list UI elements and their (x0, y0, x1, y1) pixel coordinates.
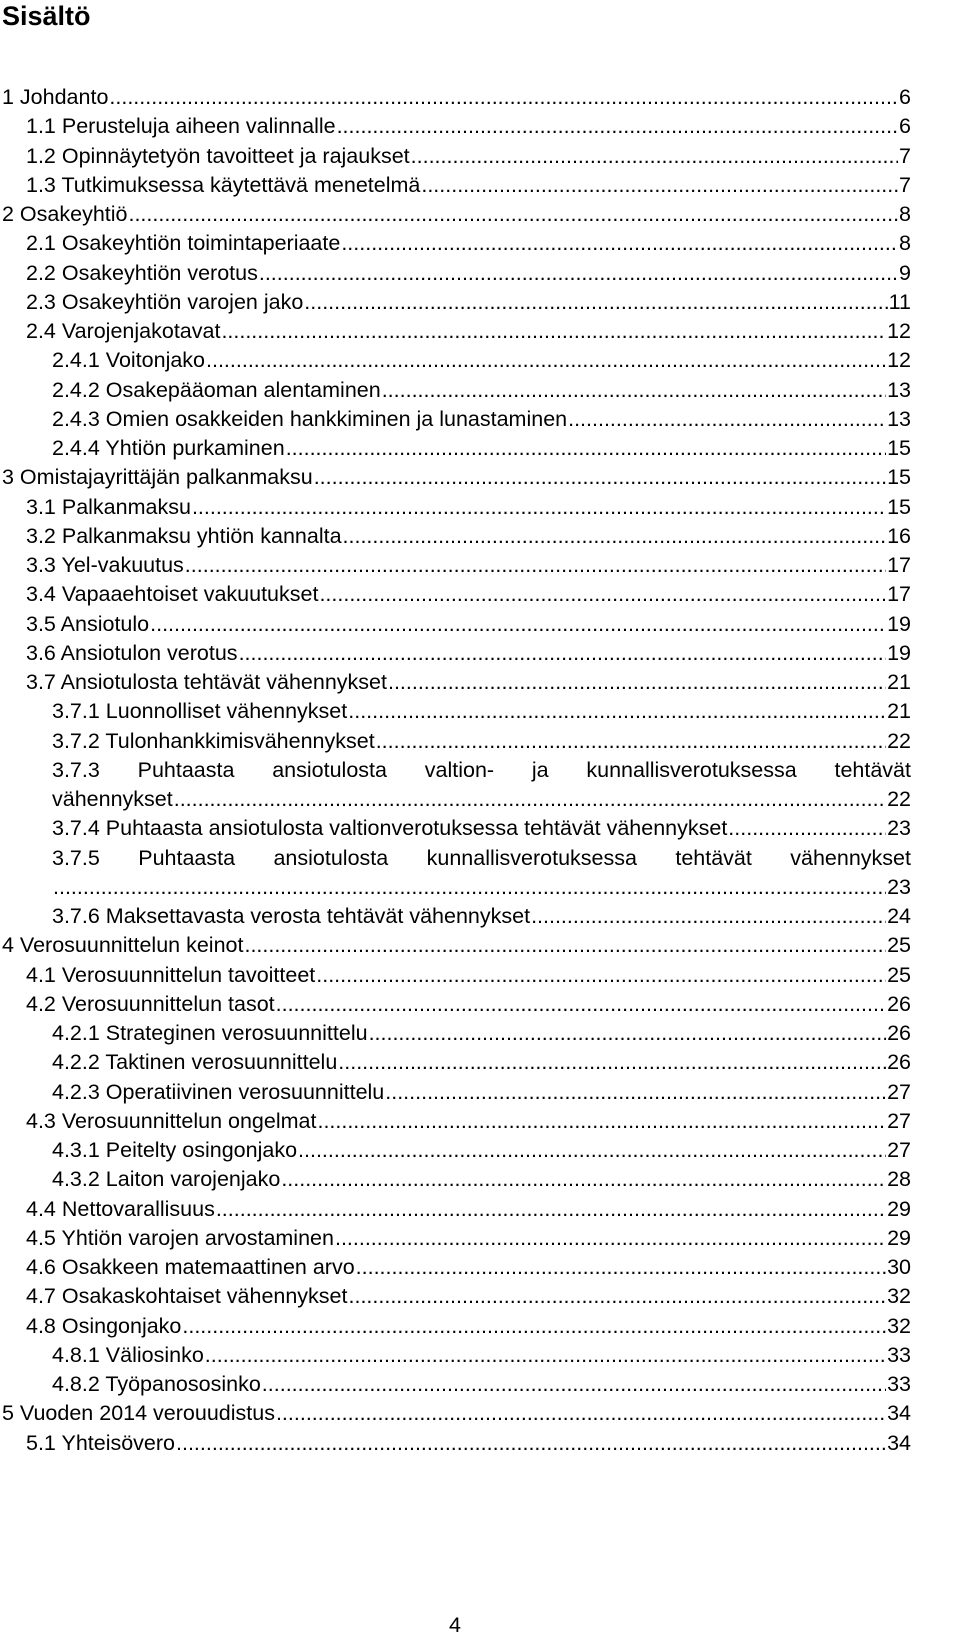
dot-leader (109, 83, 898, 112)
dot-leader (319, 580, 886, 609)
dot-leader (281, 1165, 886, 1194)
toc-entry[interactable] (2, 1253, 911, 1282)
toc-entry-label: 2.1 Osakeyhtiön toimintaperiaate (26, 231, 341, 256)
toc-entry-label: 4.3.2 Laiton varojenjako (52, 1167, 281, 1192)
dot-leader (388, 668, 886, 697)
toc-entry[interactable] (2, 873, 911, 902)
dot-leader (298, 1136, 886, 1165)
toc-entry-label: 3.7.2 Tulonhankkimisvähennykset (52, 728, 375, 753)
toc-entry[interactable] (2, 1399, 911, 1428)
toc-entry-label: 2.4.2 Osakepääoman alentaminen (52, 377, 381, 402)
toc-entry[interactable] (2, 1165, 911, 1194)
dot-leader (176, 1429, 886, 1458)
toc-entry[interactable] (2, 1282, 911, 1311)
toc-entry[interactable] (2, 785, 911, 814)
toc-entry[interactable] (2, 493, 911, 522)
toc-entry[interactable] (2, 727, 911, 756)
toc-entry-label: 4.6 Osakkeen matemaattinen arvo (26, 1255, 355, 1279)
toc-entry-label: 4.2.3 Operatiivinen verosuunnittelu (52, 1079, 385, 1104)
dot-leader (286, 434, 886, 463)
toc-entry[interactable] (2, 142, 911, 171)
dot-leader (150, 610, 886, 639)
dot-leader (182, 1312, 886, 1341)
toc-entry-label: 2.3 Osakeyhtiön varojen jako (26, 289, 304, 314)
toc-entry-label: 1.3 Tutkimuksessa käytettävä menetelmä (26, 172, 421, 197)
toc-entry-label: 3.7.5 Puhtaasta ansiotulosta kunnallisverotuksessa tehtävät vähennykset (52, 845, 911, 870)
toc-entry-page-number: 8 (899, 202, 911, 226)
dot-leader (192, 493, 886, 522)
dot-leader (239, 639, 887, 668)
toc-entry[interactable] (2, 668, 911, 697)
toc-entry-page-number: 23 (887, 874, 911, 899)
toc-entry-label: 5 Vuoden 2014 verouudistus (2, 1401, 275, 1426)
toc-entry[interactable] (2, 1429, 911, 1458)
table-of-contents (2, 83, 911, 1458)
toc-entry-page-number: 6 (899, 85, 911, 109)
dot-leader (259, 259, 898, 288)
toc-entry-page-number: 27 (887, 1079, 911, 1104)
toc-entry-label: 2.4.4 Yhtiön purkaminen (52, 436, 285, 460)
dot-leader (216, 1195, 886, 1224)
dot-leader (728, 814, 886, 843)
toc-entry-label: 3.4 Vapaaehtoiset vakuutukset (26, 582, 319, 607)
dot-leader (337, 112, 898, 141)
toc-entry-page-number: 30 (887, 1255, 911, 1279)
toc-entry-page-number: 8 (899, 231, 911, 256)
toc-entry-label: 3.3 Yel-vakuutus (26, 553, 184, 577)
toc-entry-page-number: 29 (887, 1225, 911, 1250)
dot-leader (335, 1224, 886, 1253)
toc-entry-label: 4.7 Osakaskohtaiset vähennykset (26, 1284, 348, 1309)
toc-entry[interactable] (2, 931, 911, 960)
toc-entry-page-number: 34 (887, 1401, 911, 1426)
toc-entry-page-number: 21 (887, 699, 911, 724)
dot-leader (568, 405, 886, 434)
toc-entry-page-number: 26 (887, 991, 911, 1016)
toc-entry-page-number: 15 (887, 436, 911, 460)
toc-entry[interactable] (2, 1136, 911, 1165)
toc-entry-page-number: 28 (887, 1167, 911, 1192)
toc-entry-page-number: 7 (899, 143, 911, 168)
toc-entry-page-number: 15 (887, 465, 911, 490)
dot-leader (128, 200, 898, 229)
toc-entry-label: 4.5 Yhtiön varojen arvostaminen (26, 1225, 334, 1250)
toc-entry-label: 5.1 Yhteisövero (26, 1430, 176, 1455)
toc-entry-page-number: 26 (887, 1021, 911, 1045)
toc-entry-page-number: 29 (887, 1196, 911, 1221)
toc-entry-label: 2.4.3 Omien osakkeiden hankkiminen ja lunastaminen (52, 406, 568, 431)
toc-entry-page-number: 17 (887, 553, 911, 577)
toc-entry-label: 4.3 Verosuunnittelun ongelmat (26, 1108, 317, 1133)
dot-leader (174, 785, 886, 814)
toc-entry[interactable] (2, 1048, 911, 1077)
toc-entry-label: 4.8 Osingonjako (26, 1313, 182, 1338)
toc-entry-label: 4.2 Verosuunnittelun tasot (26, 991, 275, 1016)
toc-entry[interactable] (2, 1019, 911, 1048)
dot-leader (531, 902, 886, 931)
toc-entry-label: 4.8.1 Väliosinko (52, 1342, 204, 1367)
toc-entry-page-number: 13 (887, 406, 911, 431)
toc-entry[interactable] (2, 522, 911, 551)
toc-entry-label: 2 Osakeyhtiö (2, 202, 128, 226)
page-title: Sisältö (2, 1, 91, 31)
dot-leader (276, 990, 886, 1019)
toc-entry[interactable] (2, 83, 911, 112)
dot-leader (206, 346, 886, 375)
toc-entry[interactable] (2, 346, 911, 375)
toc-entry-label: 3.1 Palkanmaksu (26, 494, 191, 519)
toc-entry[interactable] (2, 814, 911, 843)
toc-entry[interactable] (2, 961, 911, 990)
toc-entry-label: 3.7.6 Maksettavasta verosta tehtävät vähennykset (52, 904, 531, 928)
dot-leader (338, 1048, 886, 1077)
toc-entry[interactable] (2, 639, 911, 668)
dot-leader (53, 873, 886, 902)
dot-leader (244, 931, 886, 960)
toc-entry[interactable] (2, 1224, 911, 1253)
toc-entry-label: 4 Verosuunnittelun keinot (2, 933, 244, 958)
toc-entry-page-number: 25 (887, 933, 911, 958)
toc-entry-page-number: 24 (887, 904, 911, 928)
toc-entry[interactable] (2, 259, 911, 288)
toc-entry-page-number: 22 (887, 728, 911, 753)
toc-entry-label: 3 Omistajayrittäjän palkanmaksu (2, 465, 313, 490)
dot-leader (276, 1399, 886, 1428)
dot-leader (421, 171, 898, 200)
toc-entry-label: 1.1 Perusteluja aiheen valinnalle (26, 114, 336, 139)
toc-entry[interactable] (2, 317, 911, 346)
dot-leader (411, 142, 898, 171)
toc-entry-label: 2.4 Varojenjakotavat (26, 319, 221, 343)
toc-entry-page-number: 12 (887, 319, 911, 343)
toc-entry-page-number: 33 (887, 1342, 911, 1367)
toc-entry-page-number: 27 (887, 1138, 911, 1162)
toc-entry-page-number: 25 (887, 962, 911, 987)
toc-entry[interactable] (2, 1078, 911, 1107)
toc-entry-page-number: 19 (887, 640, 911, 665)
toc-entry[interactable] (2, 1195, 911, 1224)
toc-entry-label: 4.3.1 Peitelty osingonjako (52, 1138, 298, 1162)
toc-entry-page-number: 7 (899, 172, 911, 197)
toc-entry-label: 3.6 Ansiotulon verotus (26, 640, 238, 665)
toc-entry[interactable] (2, 756, 911, 785)
toc-entry[interactable] (2, 610, 911, 639)
dot-leader (356, 1253, 886, 1282)
toc-entry-page-number: 32 (887, 1284, 911, 1309)
toc-entry-label: 4.2.1 Strateginen verosuunnittelu (52, 1021, 368, 1045)
toc-entry[interactable] (2, 463, 911, 492)
toc-entry-label: 1.2 Opinnäytetyön tavoitteet ja rajaukset (26, 143, 410, 168)
toc-entry-label: 3.5 Ansiotulo (26, 611, 150, 636)
toc-entry-page-number: 9 (899, 260, 911, 285)
toc-entry[interactable] (2, 171, 911, 200)
toc-entry[interactable] (2, 580, 911, 609)
toc-entry-label: 2.4.1 Voitonjako (52, 348, 206, 373)
toc-entry-page-number: 23 (887, 816, 911, 841)
toc-entry-page-number: 6 (899, 114, 911, 139)
toc-entry-label: 4.2.2 Taktinen verosuunnittelu (52, 1050, 338, 1075)
toc-entry-page-number: 11 (888, 289, 911, 314)
dot-leader (376, 727, 886, 756)
toc-entry[interactable] (2, 1107, 911, 1136)
toc-entry[interactable] (2, 376, 911, 405)
toc-entry-page-number: 13 (887, 377, 911, 402)
toc-entry-label: 4.8.2 Työpanososinko (52, 1372, 261, 1396)
toc-entry-label: 3.7.1 Luonnolliset vähennykset (52, 699, 348, 724)
toc-entry-page-number: 21 (887, 670, 911, 694)
toc-entry-page-number: 27 (887, 1108, 911, 1133)
toc-entry-page-number: 17 (887, 582, 911, 607)
dot-leader (341, 229, 898, 258)
toc-entry-page-number: 16 (887, 523, 911, 548)
toc-entry-page-number: 15 (887, 494, 911, 519)
toc-entry[interactable] (2, 844, 911, 873)
dot-leader (314, 463, 886, 492)
dot-leader (221, 317, 886, 346)
toc-entry[interactable] (2, 902, 911, 931)
dot-leader (304, 288, 887, 317)
toc-entry[interactable] (2, 434, 911, 463)
toc-entry[interactable] (2, 551, 911, 580)
toc-entry-page-number: 22 (887, 787, 911, 811)
toc-entry-page-number: 33 (887, 1372, 911, 1396)
toc-entry[interactable] (2, 990, 911, 1019)
toc-entry-page-number: 19 (887, 611, 911, 636)
toc-entry[interactable] (2, 697, 911, 726)
page-number: 4 (449, 1613, 461, 1637)
dot-leader (262, 1370, 886, 1399)
dot-leader (348, 697, 886, 726)
dot-leader (349, 1282, 887, 1311)
dot-leader (385, 1078, 886, 1107)
toc-entry-label: 1 Johdanto (2, 85, 109, 109)
toc-entry-label: vähennykset (52, 787, 173, 811)
toc-entry-label: 3.7.4 Puhtaasta ansiotulosta valtionverotuksessa tehtävät vähennykset (52, 816, 728, 841)
toc-entry[interactable] (2, 1370, 911, 1399)
toc-entry[interactable] (2, 288, 911, 317)
toc-entry[interactable] (2, 1341, 911, 1370)
toc-entry-page-number: 12 (887, 348, 911, 373)
dot-leader (369, 1019, 887, 1048)
dot-leader (382, 376, 886, 405)
dot-leader (316, 961, 886, 990)
toc-entry-label: 4.4 Nettovarallisuus (26, 1196, 215, 1221)
toc-entry-page-number: 26 (887, 1050, 911, 1075)
toc-entry-page-number: 32 (887, 1313, 911, 1338)
toc-entry-label: 2.2 Osakeyhtiön verotus (26, 260, 258, 285)
toc-entry-label: 3.7 Ansiotulosta tehtävät vähennykset (26, 670, 387, 694)
toc-entry-label: 3.2 Palkanmaksu yhtiön kannalta (26, 523, 342, 548)
dot-leader (205, 1341, 886, 1370)
toc-entry-page-number: 34 (887, 1430, 911, 1455)
toc-entry-label: 3.7.3 Puhtaasta ansiotulosta valtion- ja kunnallisverotuksessa tehtävät (52, 757, 911, 782)
toc-entry-label: 4.1 Verosuunnittelun tavoitteet (26, 962, 316, 987)
dot-leader (185, 551, 886, 580)
dot-leader (317, 1107, 886, 1136)
dot-leader (343, 522, 887, 551)
toc-entry[interactable] (2, 200, 911, 229)
toc-entry[interactable] (2, 405, 911, 434)
toc-entry[interactable] (2, 112, 911, 141)
toc-entry[interactable] (2, 1312, 911, 1341)
toc-entry[interactable] (2, 229, 911, 258)
